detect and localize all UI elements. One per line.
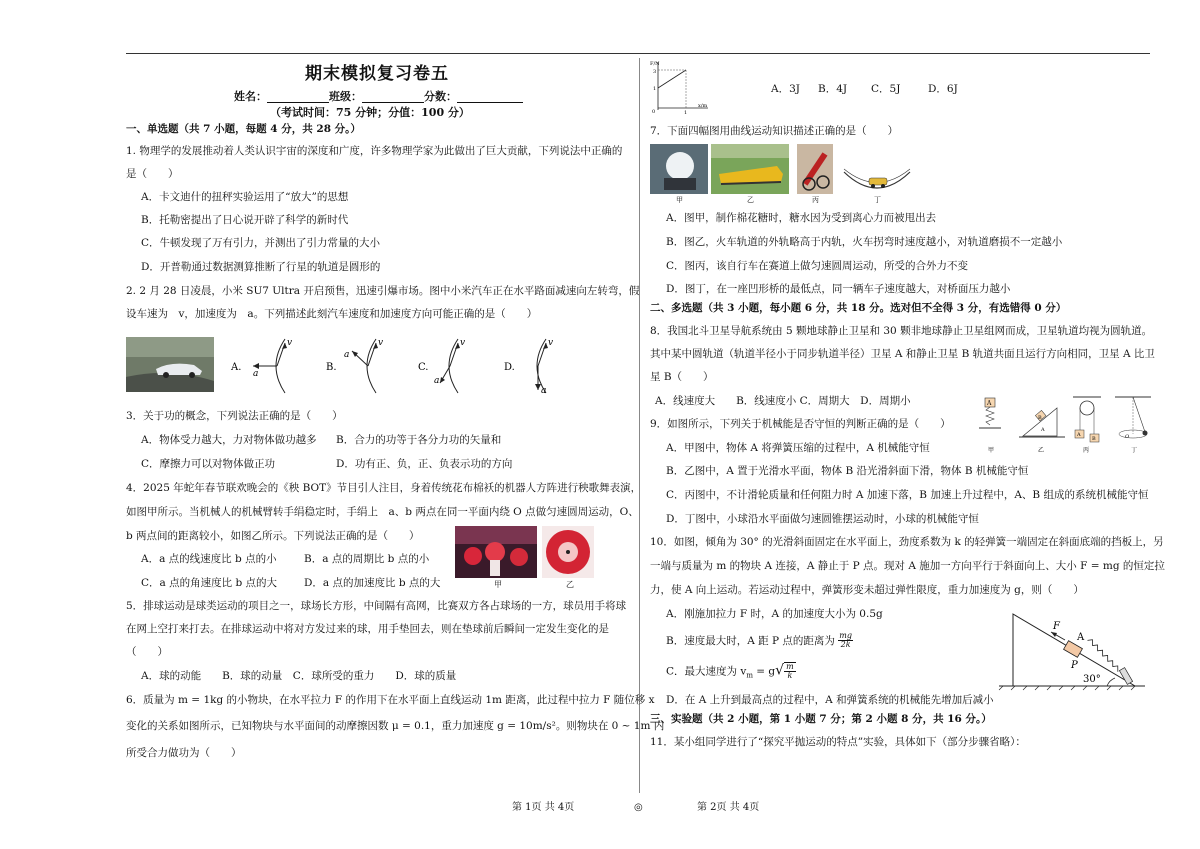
q2-figure-c: [414, 335, 509, 397]
svg-text:A: A: [1077, 432, 1081, 438]
q8-options: A．线速度大 B．线速度小 C．周期大 D．周期小: [655, 395, 911, 407]
class-blank[interactable]: [362, 91, 424, 103]
q4-stem-1: 4．2025 年蛇年春节联欢晚会的《秧 BOT》节目引人注目，身着传统花布棉袄的机器人方阵进行秧歌舞表演，: [126, 482, 642, 494]
exam-info: （考试时间：75 分钟；分值：100 分）: [270, 106, 470, 119]
svg-text:a: a: [344, 350, 350, 360]
cyclist-photo: [797, 144, 833, 194]
svg-text:B: B: [1092, 436, 1096, 442]
q7-caption-ding: 丁: [874, 196, 881, 204]
q10-option-a: A．刚施加拉力 F 时，A 的加速度大小为 0.5g: [666, 608, 883, 620]
svg-text:A: A: [1041, 427, 1045, 433]
q1-stem-2: 是（ ）: [126, 168, 179, 180]
q2-figure-d: [500, 335, 595, 397]
q10-option-c: C．最大速度为 $v_m = g√$ $\frac{m}{k}$: [666, 662, 794, 681]
q4-stem-2: 如图甲所示。当机械人的机械臂转手绢稳定时，手绢上 a、b 两点在同一平面内绕 O 点做匀速圆周运动，O、: [126, 506, 639, 518]
q5-stem-1: 5．排球运动是球类运动的项目之一，球场长方形，中间隔有高网，比赛双方各占球场的一方，球员用手将球: [126, 600, 627, 612]
q8-stem-3: 星 B（ ）: [650, 371, 714, 383]
q8-stem-1: 8．我国北斗卫星导航系统由 5 颗地球静止卫星和 30 颗非地球静止卫星组网而成，卫星轨道均视为圆轨道。: [650, 325, 1153, 337]
svg-text:a: a: [541, 386, 547, 396]
footer-page-1: 第 1页 共 4页: [512, 802, 575, 813]
q10-stem-3: 力，使 A 向上运动。若运动过程中，弹簧形变未超过弹性限度，重力加速度为 g，则（ ）: [650, 584, 1084, 596]
q1-option-a: A．卡文迪什的扭秤实验运用了“放大”的思想: [141, 191, 349, 203]
svg-text:丙: 丙: [1083, 447, 1090, 454]
class-label: 班级：: [329, 90, 362, 103]
q7-caption-yi: 乙: [747, 196, 754, 204]
student-info-line: [234, 90, 523, 103]
q2-stem-2: 设车速为 v，加速度为 a。下列描述此刻汽车速度和加速度方向可能正确的是（ ）: [126, 308, 538, 320]
svg-text:a: a: [434, 376, 440, 386]
svg-text:v: v: [287, 338, 293, 348]
name-label: 姓名：: [234, 90, 267, 103]
section-experiment: 三、实验题（共 2 小题，第 1 小题 7 分；第 2 小题 8 分，共 16 分。）: [650, 713, 992, 725]
q9-option-b: B．乙图中，A 置于光滑水平面，物体 B 沿光滑斜面下滑，物体 B 机械能守恒: [666, 465, 1029, 477]
concave-bridge-figure: [842, 166, 912, 194]
q8-stem-2: 其中某中圆轨道（轨道半径小于同步轨道半径）卫星 A 和静止卫星 B 轨道共面且运行方向相同，卫星 A 比卫: [650, 348, 1155, 360]
q10-option-d: D．在 A 上升到最高点的过程中，A 和弹簧系统的机械能先增加后减小: [666, 694, 994, 706]
q6-stem-2: 变化的关系如图所示，已知物块与水平面间的动摩擦因数 μ = 0.1，重力加速度 g = 10m/s²。则物块在 0 ~ 1m 内: [126, 720, 665, 732]
section-multi-choice: 二、多选题（共 3 小题，每小题 6 分，共 18 分。选对但不全得 3 分，有选错得 0 分）: [650, 302, 1067, 314]
q3-option-b: B．合力的功等于各分力功的矢量和: [336, 434, 502, 446]
q6-option-b: B．4J: [818, 83, 848, 95]
svg-text:B: B: [1038, 415, 1042, 421]
q6-stem-1: 6．质量为 m = 1kg 的小物块，在水平拉力 F 的作用下在水平面上直线运动 1m 距离，此过程中拉力 F 随位移 x: [126, 694, 655, 706]
q10-b-fraction: $\frac{mg}{2k}$: [839, 631, 852, 650]
svg-text:30°: 30°: [1083, 674, 1101, 685]
robot-dance-photo: [455, 526, 537, 578]
score-label: 分数：: [424, 90, 457, 103]
svg-text:x/m: x/m: [698, 103, 708, 109]
svg-text:v: v: [548, 338, 554, 348]
svg-text:v: v: [460, 338, 466, 348]
svg-text:P: P: [1071, 660, 1078, 671]
footer-page-2: 第 2页 共 4页: [697, 802, 760, 813]
svg-text:0: 0: [652, 109, 656, 114]
q2-label-a: A.: [231, 362, 242, 373]
q10-option-b-text: B．速度最大时，A 距 P 点的距离为: [666, 634, 835, 647]
train-photo: [711, 144, 789, 194]
q7-option-d: D．图丁，在一座凹形桥的最低点，同一辆车子速度越大，对桥面压力越小: [666, 283, 1011, 295]
q1-stem-1: 1. 物理学的发展推动着人类认识宇宙的深度和广度，许多物理学家为此做出了巨大贡献，下列说法中正确的: [126, 145, 623, 157]
score-blank[interactable]: [457, 91, 523, 103]
q5-options: A．球的动能 B．球的动量 C．球所受的重力 D．球的质量: [141, 670, 457, 682]
q10-stem-1: 10．如图，倾角为 30° 的光滑斜面固定在水平面上，劲度系数为 k 的轻弹簧一端固定在斜面底端的挡板上，另: [650, 536, 1164, 548]
q3-option-d: D．功有正、负，正、负表示功的方向: [336, 458, 513, 470]
q3-option-a: A．物体受力越大，力对物体做功越多: [141, 434, 317, 446]
q3-stem: 3．关于功的概念，下列说法正确的是（ ）: [126, 410, 343, 422]
q4-caption-yi: 乙: [566, 580, 574, 589]
q4-option-a: A．a 点的线速度比 b 点的小: [141, 553, 277, 565]
q10-stem-2: 一端与质量为 m 的物块 A 连接，A 静止于 P 点。现对 A 施加一方向平行于斜面向上、大小 F = mg 的恒定拉: [650, 560, 1165, 572]
q2-figure-b: [320, 335, 415, 397]
name-blank[interactable]: [267, 91, 329, 103]
svg-text:a: a: [253, 369, 259, 379]
svg-text:A: A: [987, 400, 992, 407]
section-single-choice: 一、单选题（共 7 小题，每题 4 分，共 28 分。）: [126, 123, 361, 135]
q1-option-d: D．开普勒通过数据测算推断了行星的轨道是圆形的: [141, 261, 381, 273]
q4-stem-3: b 两点间的距离较小，如图乙所示。下列说法正确的是（ ）: [126, 530, 420, 542]
cotton-candy-photo: [650, 144, 708, 194]
svg-text:B.: B.: [326, 362, 337, 373]
q10-option-c-text: C．最大速度为 v: [666, 665, 747, 678]
svg-text:O: O: [1125, 434, 1130, 440]
svg-text:丁: 丁: [1131, 447, 1138, 454]
svg-text:3: 3: [653, 69, 657, 75]
footer-binding-mark: ◎: [634, 802, 643, 813]
svg-text:C.: C.: [418, 362, 429, 373]
svg-text:A: A: [1077, 632, 1085, 643]
q1-option-b: B．托勒密提出了日心说开辟了科学的新时代: [141, 214, 349, 226]
svg-text:D.: D.: [504, 362, 515, 373]
q4-option-c: C．a 点的角速度比 b 点的大: [141, 577, 278, 589]
q2-stem-1: 2. 2 月 28 日凌晨，小米 SU7 Ultra 开启预售，迅速引爆市场。图中小米汽车正在水平路面减速向左转弯，假: [126, 285, 640, 297]
q9-option-c: C．丙图中，不计滑轮质量和任何阻力时 A 加速下落，B 加速上升过程中，A、B 组成的系统机械能守恒: [666, 489, 1149, 501]
q9-option-a: A．甲图中，物体 A 将弹簧压缩的过程中，A 机械能守恒: [666, 442, 930, 454]
q7-option-b: B．图乙，火车轨道的外轨略高于内轨，火车拐弯时速度越小，对轨道磨损不一定越小: [666, 236, 1063, 248]
q10-c-fraction: $\frac{m}{k}$: [786, 662, 794, 681]
q6-stem-3: 所受合力做功为（ ）: [126, 747, 242, 759]
q7-option-c: C．图丙，该自行车在赛道上做匀速圆周运动，所受的合外力不变: [666, 260, 969, 272]
svg-text:v: v: [378, 338, 384, 348]
q6-option-d: D．6J: [928, 83, 958, 95]
q7-option-a: A．图甲，制作棉花糖时，糖水因为受到离心力而被甩出去: [666, 212, 937, 224]
q1-option-c: C．牛顿发现了万有引力，并测出了引力常量的大小: [141, 237, 381, 249]
q7-caption-jia: 甲: [676, 196, 683, 204]
q3-option-c: C．摩擦力可以对物体做正功: [141, 458, 276, 470]
q4-option-b: B．a 点的周期比 b 点的小: [304, 553, 430, 565]
svg-text:1: 1: [653, 86, 657, 92]
q4-caption-jia: 甲: [494, 580, 502, 589]
page-title: 期末模拟复习卷五: [305, 64, 449, 84]
q9-option-d: D．丁图中，小球沿水平面做匀速圆锥摆运动时，小球的机械能守恒: [666, 513, 979, 525]
q7-stem: 7．下面四幅图用曲线运动知识描述正确的是（ ）: [650, 125, 899, 137]
q5-stem-3: （ ）: [126, 646, 168, 658]
q6-option-a: A．3J: [771, 83, 800, 95]
q2-figure-a: [225, 335, 320, 397]
q9-mechanics-figures: [975, 394, 1155, 458]
q10-option-b: [666, 632, 853, 650]
q11-stem: 11．某小组同学进行了“探究平抛运动的特点”实验，具体如下（部分步骤省略）：: [650, 736, 1026, 748]
svg-text:F: F: [1053, 621, 1060, 632]
svg-text:乙: 乙: [1038, 447, 1045, 454]
svg-text:1: 1: [684, 110, 688, 114]
q9-stem: 9．如图所示，下列关于机械能是否守恒的判断正确的是（ ）: [650, 418, 951, 430]
page-divider: [639, 58, 640, 793]
svg-text:F/N: F/N: [650, 61, 660, 67]
q4-option-d: D．a 点的加速度比 b 点的大: [304, 577, 441, 589]
q6-option-c: C．5J: [871, 83, 901, 95]
handkerchief-photo: [542, 526, 594, 578]
q7-caption-bing: 丙: [812, 196, 819, 204]
q6-force-graph: [648, 58, 710, 114]
car-photo: [126, 337, 214, 392]
top-rule: [126, 53, 1150, 54]
q10-incline-figure: [995, 610, 1150, 692]
q5-stem-2: 在网上空打来打去。在排球运动中将对方发过来的球，用手垫回去，则在垫球前后瞬间一定发生变化的是: [126, 623, 609, 635]
svg-text:甲: 甲: [988, 447, 995, 454]
